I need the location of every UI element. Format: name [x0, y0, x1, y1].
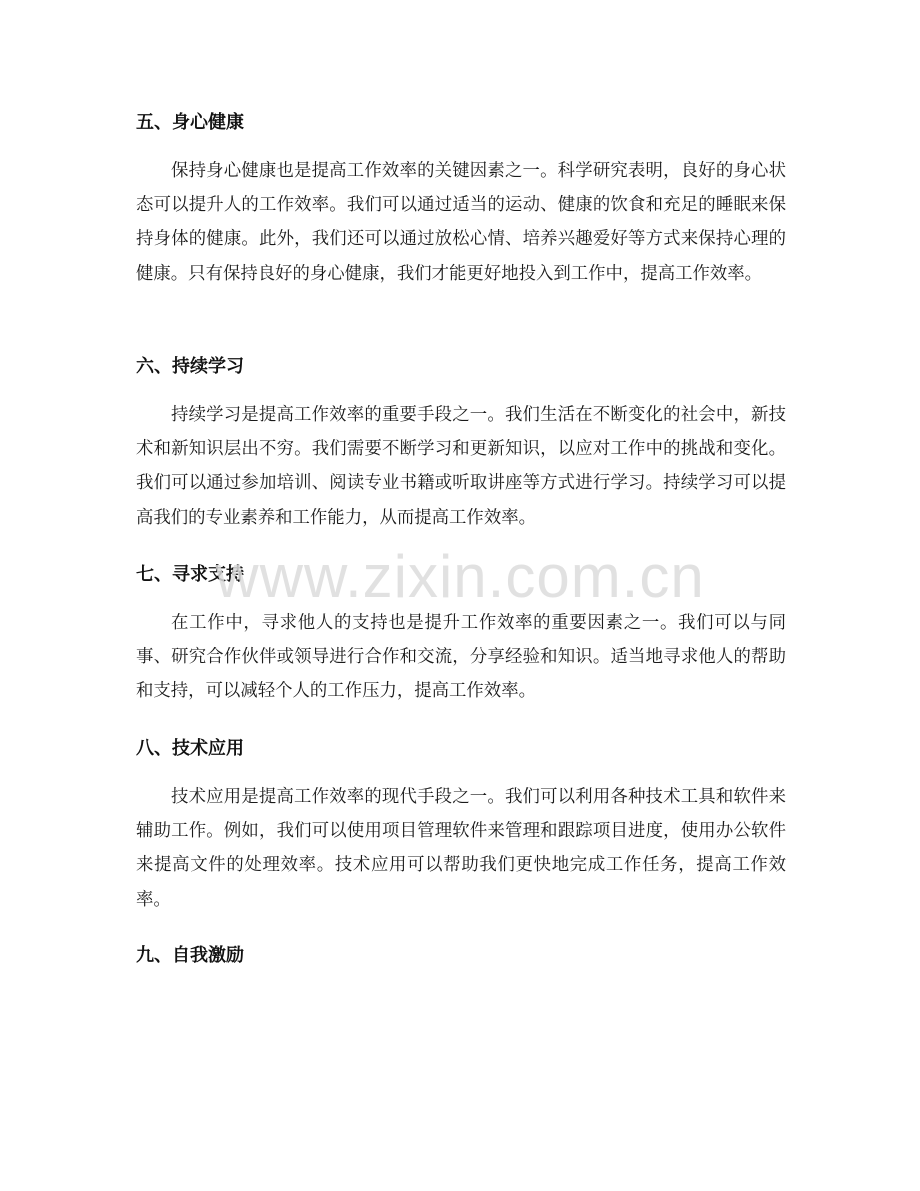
- section-paragraph: 保持身心健康也是提高工作效率的关键因素之一。科学研究表明，良好的身心状态可以提升人的工作效率。我们可以通过适当的运动、健康的饮食和充足的睡眠来保持身体的健康。此外，我们还可以通过放松心情、培养兴趣爱好等方式来保持心理的健康。只有保持良好的身心健康，我们才能更好地投入到工作中，提高工作效率。: [136, 161, 786, 284]
- section-heading: 七、寻求支持: [136, 564, 244, 585]
- section-paragraph: 持续学习是提高工作效率的重要手段之一。我们生活在不断变化的社会中，新技术和新知识层出不穷。我们需要不断学习和更新知识，以应对工作中的挑战和变化。我们可以通过参加培训、阅读专业书籍或听取讲座等方式进行学习。持续学习可以提高我们的专业素养和工作能力，从而提高工作效率。: [136, 405, 786, 528]
- watermark: www.zixin.com.cn: [215, 543, 705, 610]
- section-heading: 九、自我激励: [136, 945, 244, 966]
- section-paragraph: 在工作中，寻求他人的支持也是提升工作效率的重要因素之一。我们可以与同事、研究合作伙伴或领导进行合作和交流，分享经验和知识。适当地寻求他人的帮助和支持，可以减轻个人的工作压力，提高工作效率。: [136, 613, 786, 702]
- section-heading: 六、持续学习: [136, 356, 244, 377]
- section-heading: 五、身心健康: [136, 112, 244, 133]
- section-paragraph: 技术应用是提高工作效率的现代手段之一。我们可以利用各种技术工具和软件来辅助工作。例如，我们可以使用项目管理软件来管理和跟踪项目进度，使用办公软件来提高文件的处理效率。技术应用可以帮助我们更快地完成工作任务，提高工作效率。: [136, 787, 786, 910]
- section-heading: 八、技术应用: [136, 738, 244, 759]
